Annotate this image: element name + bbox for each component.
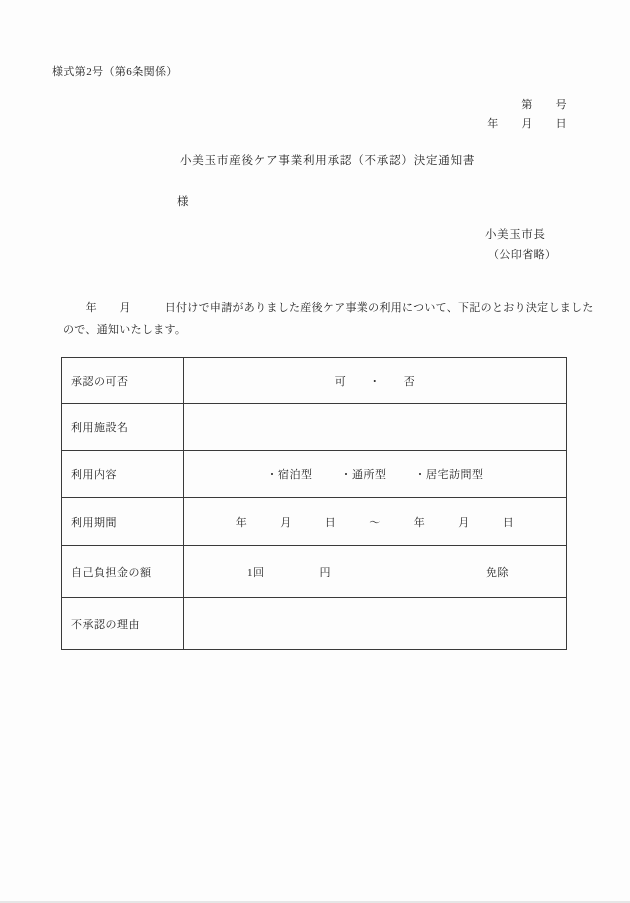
approval-options: 可 ・ 否 (334, 375, 416, 388)
table-row-facility (62, 404, 567, 451)
table-row-disapproval-reason (62, 598, 567, 650)
copayment-cell (184, 546, 567, 598)
document-title: 小美玉市産後ケア事業利用承認（不承認）決定通知書 (180, 155, 476, 167)
table-row-approval (62, 358, 567, 404)
period-start-month: 月 (280, 516, 292, 529)
row-label-disapproval-reason: 不承認の理由 (62, 598, 184, 650)
usage-period-cell (184, 498, 567, 546)
period-end-year: 年 (413, 516, 426, 529)
row-label-usage-period: 利用期間 (62, 498, 184, 546)
row-label-approval: 承認の可否 (62, 358, 184, 404)
period-tilde: ～ (369, 516, 381, 529)
usage-option-home-visit: ・居宅訪問型 (414, 469, 484, 481)
row-label-facility: 利用施設名 (62, 404, 184, 451)
table-row-usage-type (62, 451, 567, 498)
period-end-day: 日 (502, 516, 515, 529)
disapproval-reason-cell (184, 598, 567, 650)
usage-period-blanks (184, 514, 566, 530)
addressee-honorific: 様 (177, 196, 189, 208)
document-number-line: 第 号 (521, 99, 567, 111)
form-number: 様式第2号（第6条関係） (52, 66, 178, 78)
issue-date-line: 年 月 日 (487, 118, 567, 130)
usage-option-daycare: ・通所型 (340, 469, 387, 481)
copayment-exemption: 免除 (486, 566, 509, 579)
period-start-day: 日 (324, 516, 337, 529)
copayment-blanks (184, 564, 566, 580)
period-start-year: 年 (235, 516, 248, 529)
row-label-usage-type: 利用内容 (62, 451, 184, 498)
row-label-copayment: 自己負担金の額 (62, 546, 184, 598)
table-row-usage-period (62, 498, 567, 546)
table-row-copayment (62, 546, 567, 598)
body-paragraph: 年 月 日付けで申請がありました産後ケア事業の利用について、下記のとおり決定しましたので、通知いたします。 (63, 302, 594, 336)
copayment-yen: 円 (319, 566, 331, 579)
sender-seal-note: （公印省略） (488, 249, 557, 261)
sender-name: 小美玉市長 (485, 229, 546, 241)
approval-options-cell (184, 358, 567, 404)
facility-name-cell (184, 404, 567, 451)
decision-table (61, 357, 567, 650)
usage-option-overnight: ・宿泊型 (266, 469, 313, 481)
period-end-month: 月 (458, 516, 470, 529)
usage-type-options (184, 466, 566, 482)
copayment-per-time: 1回 (247, 566, 265, 579)
usage-type-cell (184, 451, 567, 498)
